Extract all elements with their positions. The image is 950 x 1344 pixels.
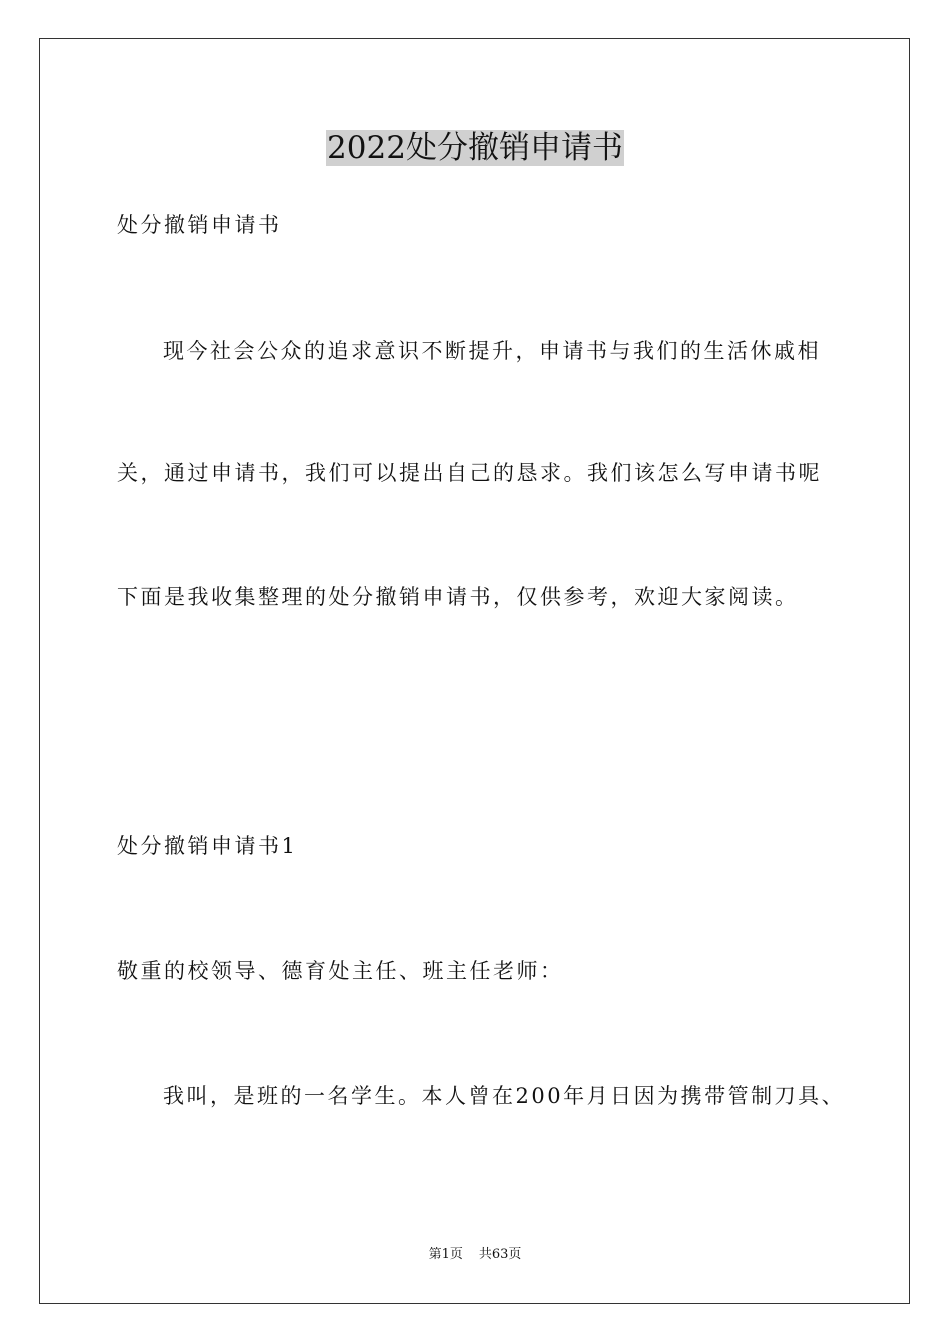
page-footer (0, 1246, 950, 1264)
page-number: 第1页 (428, 1247, 463, 1262)
salutation-line: 敬重的校领导、德育处主任、班主任老师： (117, 959, 564, 983)
paragraph-line: 我叫，是班的一名学生。本人曾在200年月日因为携带管制刀具、 (163, 1084, 846, 1108)
paragraph-line: 现今社会公众的追求意识不断提升，申请书与我们的生活休戚相 (163, 339, 821, 363)
page-total: 共63页 (478, 1247, 522, 1262)
paragraph-line: 关，通过申请书，我们可以提出自己的恳求。我们该怎么写申请书呢 (117, 461, 822, 485)
section-heading: 处分撤销申请书1 (117, 834, 298, 858)
paragraph-line: 下面是我收集整理的处分撤销申请书，仅供参考，欢迎大家阅读。 (117, 585, 799, 609)
document-title-text: 2022处分撤销申请书 (327, 130, 623, 166)
section-heading: 处分撤销申请书 (117, 213, 282, 237)
document-title (0, 128, 950, 168)
